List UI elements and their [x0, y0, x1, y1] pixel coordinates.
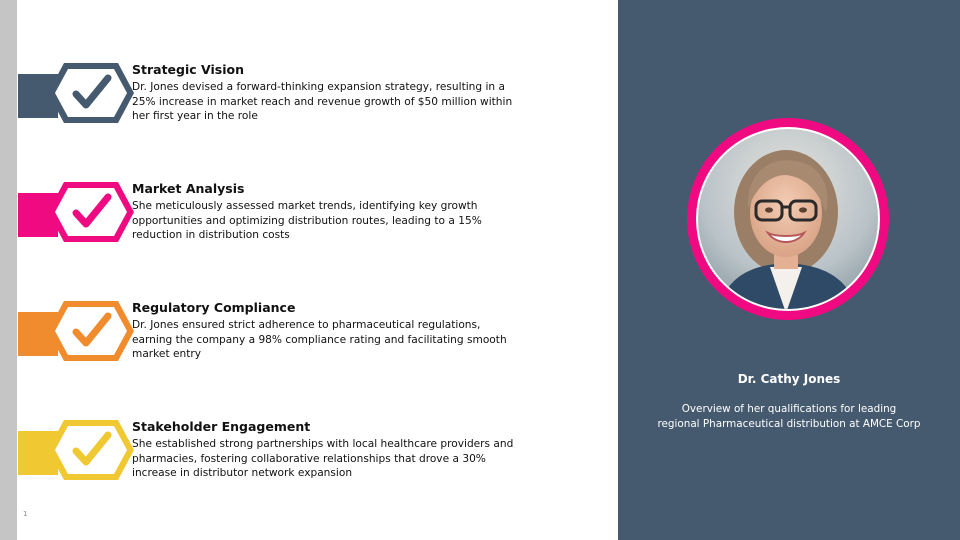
profile-portrait: [686, 117, 890, 321]
item-title: Regulatory Compliance: [132, 300, 296, 315]
profile-name: Dr. Cathy Jones: [737, 372, 841, 386]
achievement-item-market-analysis: [18, 181, 518, 251]
item-description: She established strong partnerships with local healthcare providers and pharmacies, fostering collaborative relationships that drove a 30% increase in distributor network expansion: [132, 438, 514, 480]
item-title: Strategic Vision: [132, 62, 244, 77]
item-description: Dr. Jones ensured strict adherence to pharmaceutical regulations, earning the company a 98% compliance rating and facilitating smooth market entry: [132, 319, 507, 361]
profile-summary-line-1: Overview of her qualifications for leading: [681, 403, 897, 415]
achievement-item-regulatory-compliance: [18, 300, 518, 370]
item-title: Market Analysis: [132, 181, 245, 196]
page-number: 1: [23, 510, 28, 518]
hexagon-badge: [46, 181, 136, 243]
item-title: Stakeholder Engagement: [132, 419, 311, 434]
hexagon-badge: [46, 419, 136, 481]
achievement-item-strategic-vision: [18, 62, 518, 132]
item-description: She meticulously assessed market trends, identifying key growth opportunities and optimizing distribution routes, leading to a 15% reduction in distribution costs: [132, 200, 482, 242]
left-accent-bar: [0, 0, 17, 540]
achievement-item-stakeholder-engagement: [18, 419, 518, 489]
hexagon-badge: [46, 62, 136, 124]
hexagon-badge: [46, 300, 136, 362]
profile-summary: [618, 402, 960, 432]
profile-summary-line-2: regional Pharmaceutical distribution at AMCE Corp: [657, 418, 921, 430]
item-description: Dr. Jones devised a forward-thinking expansion strategy, resulting in a 25% increase in market reach and revenue growth of $50 million within her first year in the role: [132, 81, 513, 123]
